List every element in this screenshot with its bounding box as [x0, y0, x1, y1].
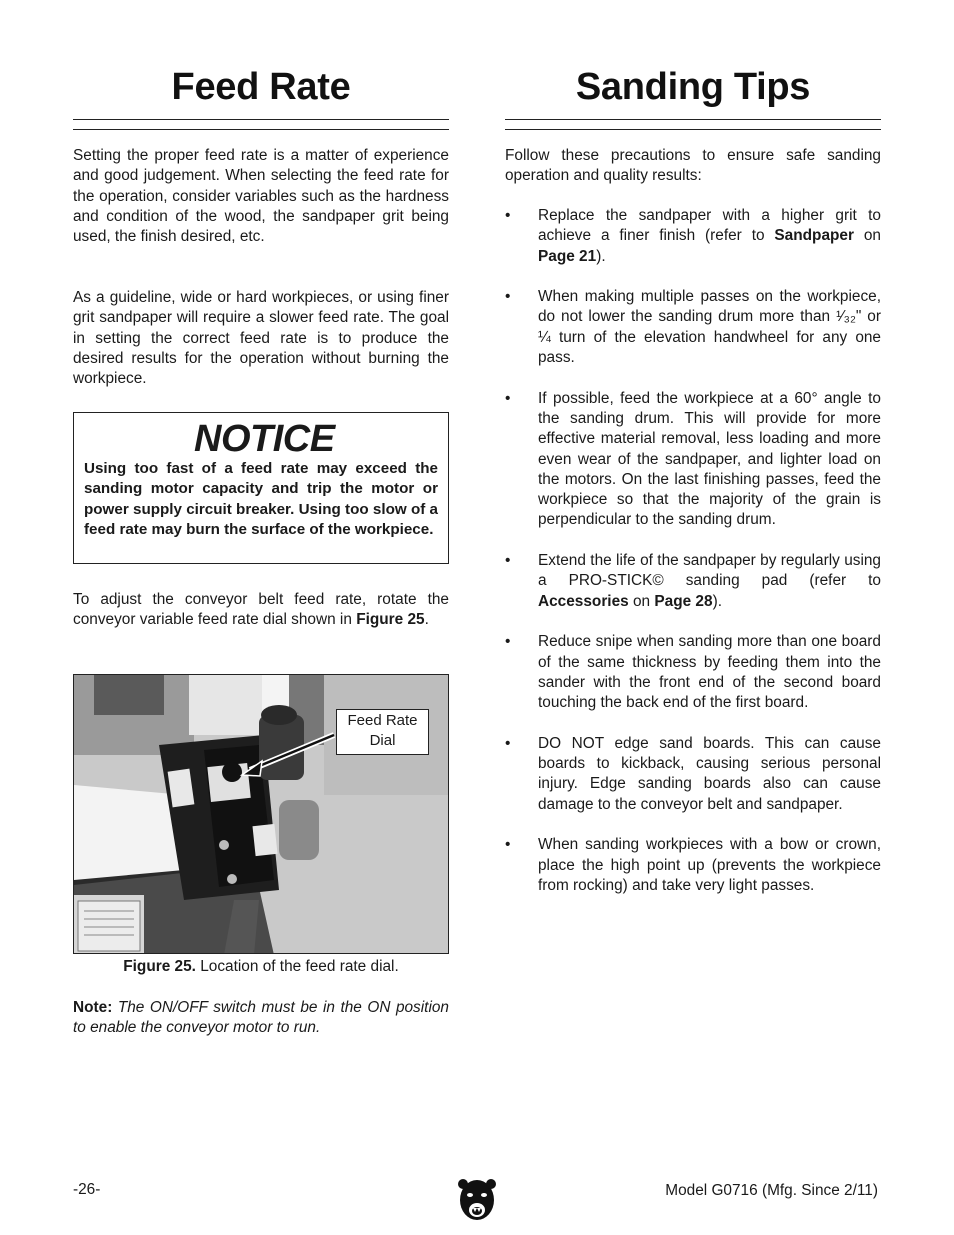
- bullet: •: [505, 633, 511, 651]
- tip-4-text-on: on: [628, 592, 655, 610]
- heading-rule-bottom: [505, 129, 881, 130]
- feed-rate-heading: Feed Rate: [171, 66, 351, 108]
- tip-4-text: Extend the life of the sandpaper by regularly using a PRO-STICK© sanding pad (refer to: [538, 552, 881, 590]
- bullet: •: [505, 836, 511, 854]
- sandpaper-reference: Sandpaper: [774, 227, 854, 245]
- bear-logo-icon: [457, 1177, 497, 1223]
- callout-line-2: Dial: [369, 732, 396, 749]
- tip-5-text: Reduce snipe when sanding more than one board of the same thickness by feeding them into the sander with the front end of the second board touching the back end of the first board.: [538, 633, 881, 712]
- caption-text: Location of the feed rate dial.: [195, 958, 399, 975]
- sanding-tips-intro: Follow these precautions to ensure safe sanding operation and quality results:: [505, 147, 881, 185]
- tip-1-text: Replace the sandpaper with a higher grit to achieve a finer finish (refer to: [538, 207, 881, 245]
- paragraph-3-text: To adjust the conveyor belt feed rate, rotate the conveyor variable feed rate dial shown in: [73, 591, 449, 629]
- page-number: -26-: [73, 1181, 101, 1198]
- figure-25-photo: [73, 674, 449, 954]
- heading-rule-top: [73, 119, 449, 120]
- bullet: •: [505, 288, 511, 306]
- tip-1-text-on: on: [853, 227, 881, 245]
- heading-rule-bottom: [73, 129, 449, 130]
- tip-4-text-end: ).: [712, 592, 722, 610]
- tip-2-text: When making multiple passes on the workpiece, do not lower the sanding drum more than ¹⁄₃₂" or ¼ turn of the elevation handwheel for any one pass.: [538, 288, 881, 367]
- callout-line-1: Feed Rate: [347, 712, 418, 729]
- bullet: •: [505, 207, 511, 224]
- tip-7-text: When sanding workpieces with a bow or crown, place the high point up (prevents the workpiece from rocking) and take very light passes.: [538, 836, 881, 894]
- list-item: [505, 389, 881, 531]
- list-item: [505, 287, 881, 368]
- accessories-reference: Accessories: [538, 592, 629, 610]
- feed-rate-paragraph-3: [73, 590, 449, 631]
- page-21-reference: Page 21: [538, 247, 597, 265]
- bullet: •: [505, 552, 511, 570]
- feed-rate-paragraph-2: As a guideline, wide or hard workpieces, or using finer grit sandpaper will require a slower feed rate. The goal in setting the correct feed rate is to produce the desired results for the operation without burning the workpiece.: [73, 289, 449, 388]
- tip-6-text: DO NOT edge sand boards. This can cause boards to kickback, causing serious personal injury. Edge sanding boards also can cause damage to the conveyor belt and sandpaper.: [538, 734, 881, 813]
- list-item: [505, 734, 881, 815]
- page-28-reference: Page 28: [654, 592, 713, 610]
- tip-3-text: If possible, feed the workpiece at a 60° angle to the sanding drum. This will provide for more effective material removal, less loading and more even wear of the sandpaper, and lighter load on the motors. On the last finishing passes, feed the workpiece so that the majority of the grain is perpendicular to the sanding drum.: [538, 389, 881, 529]
- notice-title: NOTICE: [194, 418, 335, 460]
- list-item: [505, 632, 881, 713]
- notice-box: [73, 412, 449, 564]
- note-paragraph: [73, 998, 449, 1039]
- bullet: •: [505, 389, 511, 407]
- model-label: Model G0716 (Mfg. Since 2/11): [665, 1182, 878, 1199]
- paragraph-3-end: .: [424, 611, 429, 629]
- list-item: [505, 551, 881, 612]
- tip-1-text-end: ).: [596, 247, 606, 265]
- notice-text: Using too fast of a feed rate may exceed the sanding motor capacity and trip the motor or power supply circuit breaker. Using too slow of a feed rate may burn the surface of the workpiece.: [84, 460, 438, 538]
- sanding-tips-list: [505, 206, 881, 916]
- sanding-tips-heading: Sanding Tips: [575, 66, 811, 108]
- caption-label: Figure 25.: [123, 958, 196, 975]
- list-item: [505, 206, 881, 267]
- note-label: Note:: [73, 999, 113, 1016]
- feed-rate-paragraph-1: Setting the proper feed rate is a matter of experience and good judgement. When selecting the feed rate for the operation, consider variables such as the hardness and condition of the wood, the sandpaper grit being used, the finish desired, etc.: [73, 147, 449, 246]
- feed-rate-dial-callout: [336, 709, 429, 755]
- figure-25-caption: [73, 957, 449, 977]
- note-text: The ON/OFF switch must be in the ON position to enable the conveyor motor to run.: [73, 999, 449, 1037]
- list-item: [505, 835, 881, 896]
- bullet: •: [505, 734, 511, 752]
- figure-25-reference: Figure 25: [356, 611, 425, 629]
- heading-rule-top: [505, 119, 881, 120]
